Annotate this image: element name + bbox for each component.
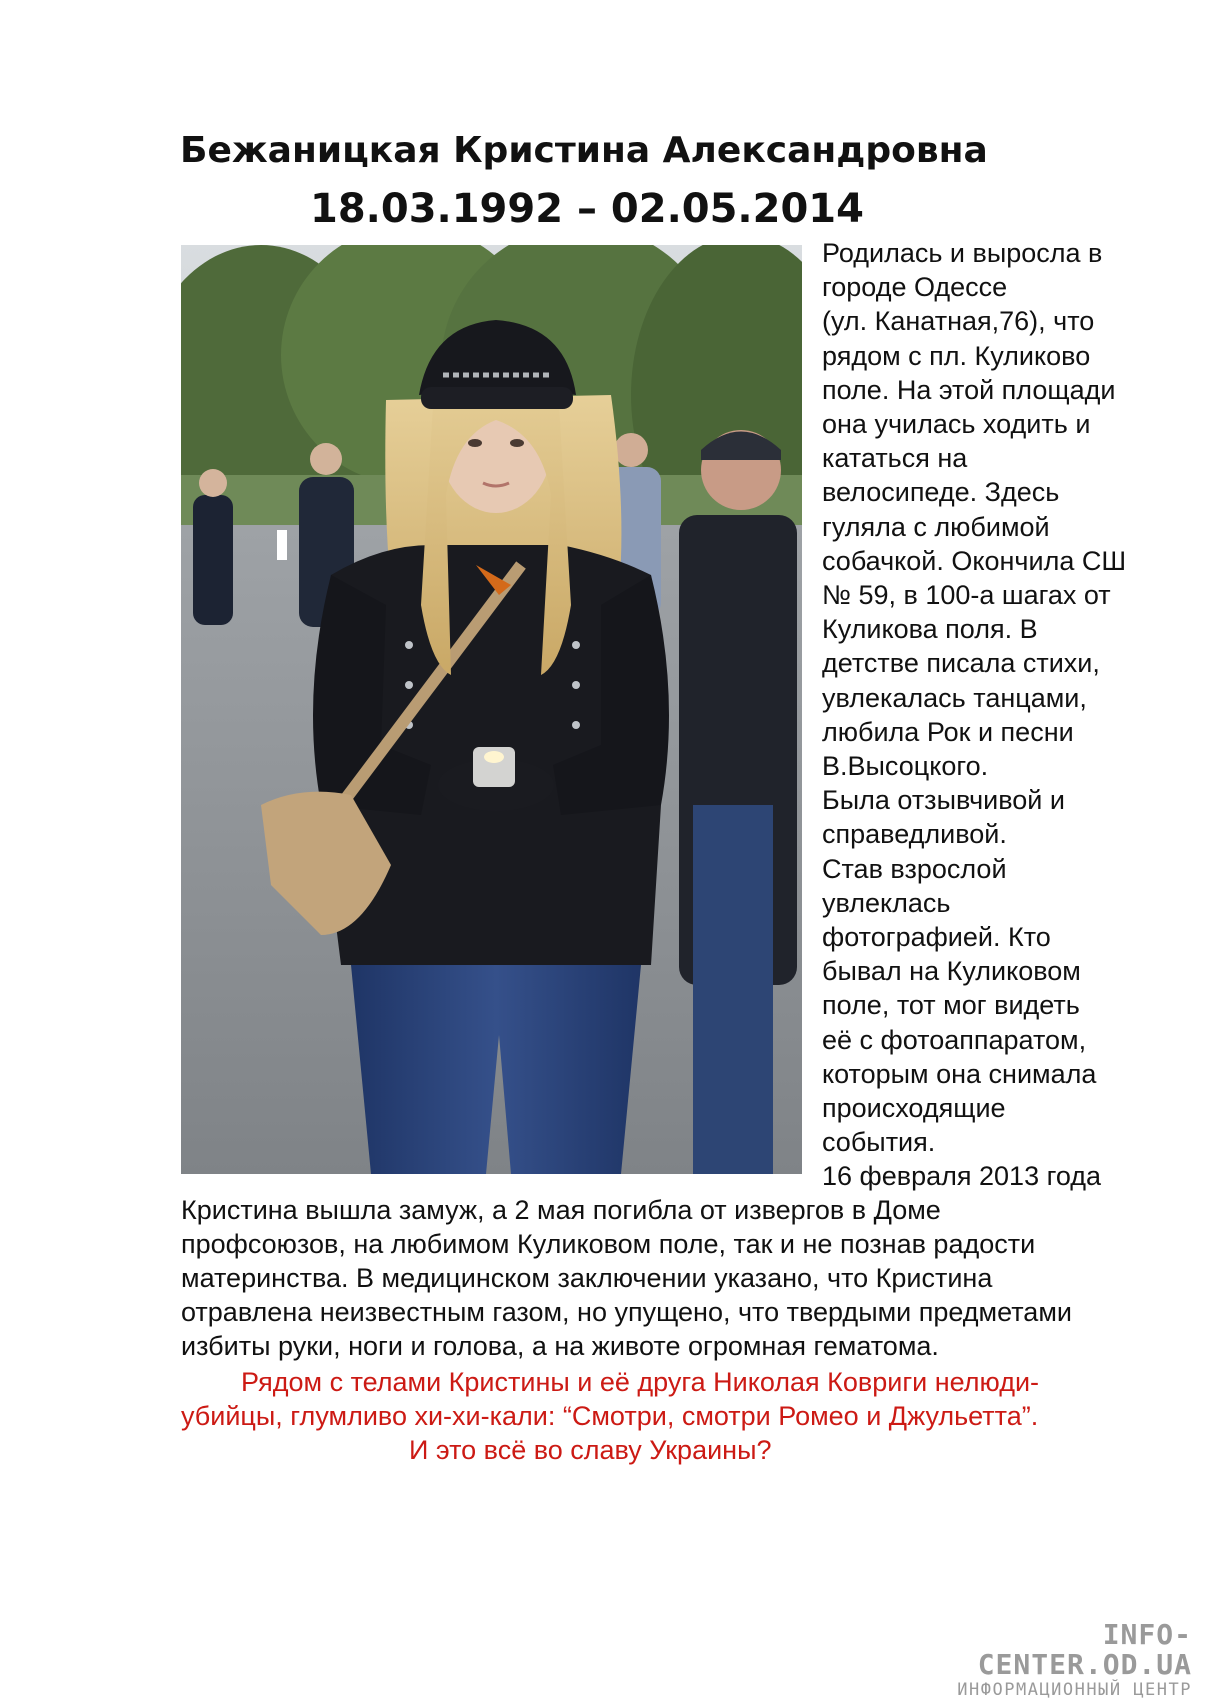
biography-side-column <box>822 236 1152 1194</box>
bio-line: гуляла с любимой <box>822 511 1050 542</box>
logo-domain: INFO-CENTER.OD.UA <box>977 1618 1192 1681</box>
biography-bottom-paragraph <box>181 1193 1141 1363</box>
red-line: И это всё во славу Украины? <box>409 1435 772 1465</box>
portrait-photo-illustration <box>181 245 802 1174</box>
bio-line: № 59, в 100-а шагах от <box>822 580 1111 611</box>
bio-line: она училась ходить и <box>822 409 1091 440</box>
bio-line: рядом с пл. Куликово <box>822 340 1091 371</box>
bio-line: справедливой. <box>822 819 1007 850</box>
bio-line: любила Рок и песни <box>822 716 1074 747</box>
bio-line: велосипеде. Здесь <box>822 477 1060 508</box>
bio-line: её с фотоаппаратом, <box>822 1024 1087 1055</box>
bio-line: увлекалась танцами, <box>822 682 1087 713</box>
bio-line: (ул. Канатная,76), что <box>822 306 1095 337</box>
bio-line: происходящие <box>822 1093 1006 1124</box>
red-line: Рядом с телами Кристины и её друга Николая Ковриги нелюди- <box>241 1367 1040 1397</box>
bio-line: Куликова поля. В <box>822 614 1038 645</box>
person-name-heading: Бежаницкая Кристина Александровна <box>180 130 988 171</box>
bio-line: поле. На этой площади <box>822 374 1116 405</box>
bio-line: бывал на Куликовом <box>822 956 1081 987</box>
bio-line: материнства. В медицинском заключении указано, что Кристина <box>181 1263 993 1293</box>
bio-line: Став взрослой <box>822 853 1007 884</box>
bio-line: городе Одессе <box>822 272 1008 303</box>
bio-line: детстве писала стихи, <box>822 648 1100 679</box>
bio-line: Кристина вышла замуж, а 2 мая погибла от извергов в Доме <box>181 1195 941 1225</box>
bio-line: которым она снимала <box>822 1058 1097 1089</box>
bio-line: фотографией. Кто <box>822 922 1051 953</box>
info-center-logo <box>930 1620 1192 1700</box>
bio-line: кататься на <box>822 443 968 474</box>
bio-line: поле, тот мог видеть <box>822 990 1080 1021</box>
bio-line: В.Высоцкого. <box>822 751 989 782</box>
highlighted-red-paragraph <box>181 1365 1141 1467</box>
red-line: убийцы, глумливо хи-хи-кали: “Смотри, смотри Ромео и Джульетта”. <box>181 1401 1039 1431</box>
bio-line: Была отзывчивой и <box>822 785 1065 816</box>
bio-line: собачкой. Окончила СШ <box>822 545 1127 576</box>
bio-line: Родилась и выросла в <box>822 238 1103 268</box>
bio-line: избиты руки, ноги и голова, а на животе огромная гематома. <box>181 1331 939 1361</box>
bio-line: профсоюзов, на любимом Куликовом поле, так и не познав радости <box>181 1229 1036 1259</box>
bio-line: отравлена неизвестным газом, но упущено, что твердыми предметами <box>181 1297 1072 1327</box>
logo-subtitle: ИНФОРМАЦИОННЫЙ ЦЕНТР <box>957 1680 1192 1700</box>
life-dates-heading: 18.03.1992 – 02.05.2014 <box>310 186 864 232</box>
portrait-photo <box>181 245 802 1174</box>
bio-line: события. <box>822 1127 936 1158</box>
bio-line: увлеклась <box>822 887 951 918</box>
bio-line: 16 февраля 2013 года <box>822 1161 1102 1192</box>
